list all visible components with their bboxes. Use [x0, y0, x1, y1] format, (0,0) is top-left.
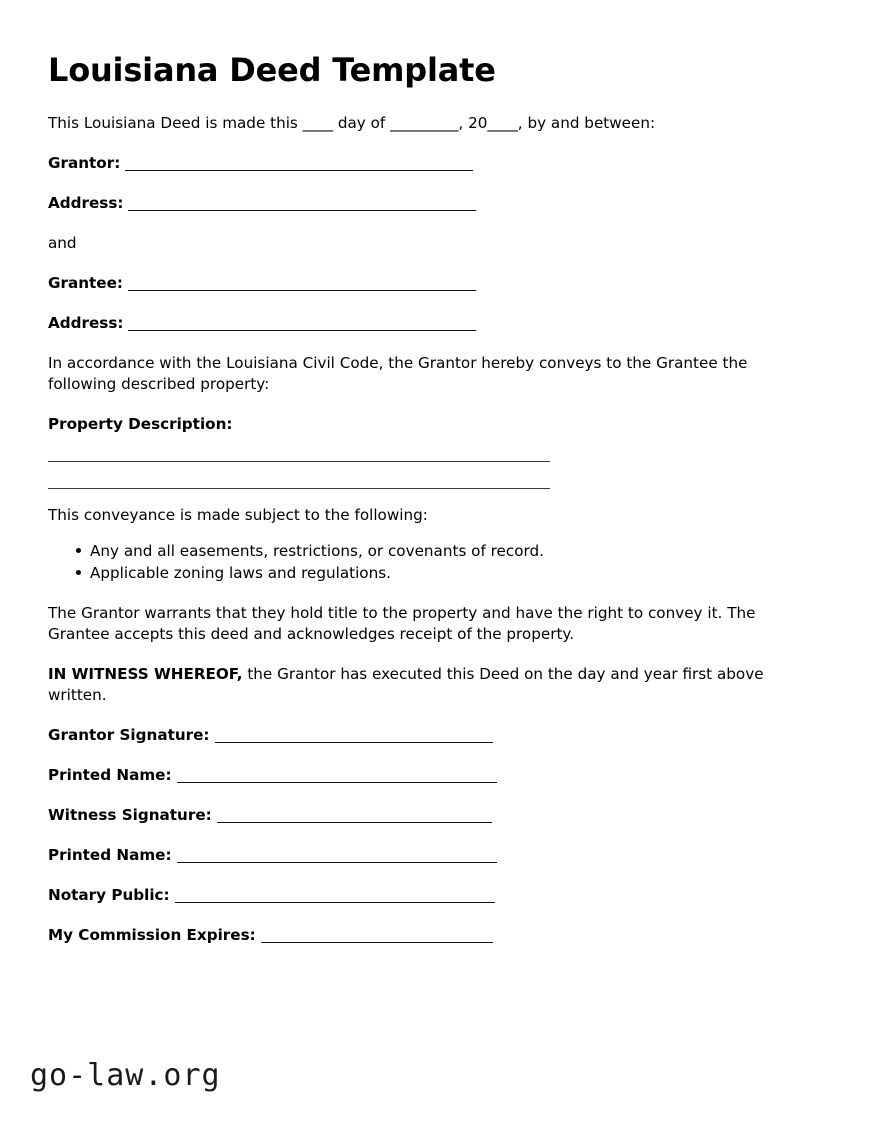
witness-signature-label: Witness Signature: [48, 805, 212, 824]
witness-printed-name-row [48, 845, 800, 866]
list-item [90, 540, 800, 562]
witness-printed-name-input-line[interactable] [177, 862, 497, 863]
witness-paragraph [48, 664, 800, 706]
document-content [48, 52, 800, 965]
notary-public-row [48, 885, 800, 906]
page-title: Louisiana Deed Template [48, 51, 496, 89]
witness-lead-text: IN WITNESS WHEREOF, [48, 664, 243, 683]
conveyance-paragraph: In accordance with the Louisiana Civil Code, the Grantor hereby conveys to the Grantee the following described property: [48, 353, 748, 393]
grantee-input-line[interactable] [128, 290, 476, 291]
grantee-address-field-row [48, 313, 800, 334]
grantor-input-line[interactable] [125, 170, 473, 171]
grantor-signature-input-line[interactable] [215, 742, 493, 743]
grantee-address-input-line[interactable] [128, 330, 476, 331]
grantor-address-field-row [48, 193, 800, 214]
and-connector: and [48, 233, 77, 252]
warranty-paragraph: The Grantor warrants that they hold title to the property and have the right to convey it. The Grantee accepts this deed and acknowledges receipt of the property. [48, 603, 756, 643]
witness-rest-text: the Grantor has executed this Deed on the day and year first above written. [48, 664, 764, 704]
grantor-label: Grantor: [48, 153, 121, 172]
list-item-label: Any and all easements, restrictions, or covenants of record. [90, 541, 544, 560]
intro-paragraph: This Louisiana Deed is made this ____ day of _________, 20____, by and between: [48, 113, 656, 132]
witness-signature-row [48, 805, 800, 826]
grantee-label: Grantee: [48, 273, 123, 292]
property-description-label: Property Description: [48, 414, 233, 433]
commission-expires-row [48, 925, 800, 946]
bullet-dot-icon [76, 548, 81, 553]
commission-expires-input-line[interactable] [261, 942, 493, 943]
notary-public-input-line[interactable] [175, 902, 495, 903]
grantor-printed-name-input-line[interactable] [177, 782, 497, 783]
grantor-address-label: Address: [48, 193, 124, 212]
grantor-field-row [48, 153, 800, 174]
property-description-line-2-wrap [48, 462, 800, 489]
grantee-field-row [48, 273, 800, 294]
conditions-list [48, 540, 800, 584]
grantor-address-input-line[interactable] [128, 210, 476, 211]
notary-public-label: Notary Public: [48, 885, 170, 904]
footer-watermark: go-law.org [30, 1058, 221, 1093]
list-item-label: Applicable zoning laws and regulations. [90, 563, 391, 582]
grantee-address-label: Address: [48, 313, 124, 332]
grantor-signature-row [48, 725, 800, 746]
grantor-printed-name-label: Printed Name: [48, 765, 172, 784]
list-item [90, 562, 800, 584]
grantor-printed-name-row [48, 765, 800, 786]
property-description-line-1-wrap [48, 435, 800, 462]
commission-expires-label: My Commission Expires: [48, 925, 256, 944]
bullet-dot-icon [76, 570, 81, 575]
witness-signature-input-line[interactable] [217, 822, 492, 823]
subject-to-paragraph: This conveyance is made subject to the following: [48, 505, 428, 524]
grantor-signature-label: Grantor Signature: [48, 725, 210, 744]
witness-printed-name-label: Printed Name: [48, 845, 172, 864]
